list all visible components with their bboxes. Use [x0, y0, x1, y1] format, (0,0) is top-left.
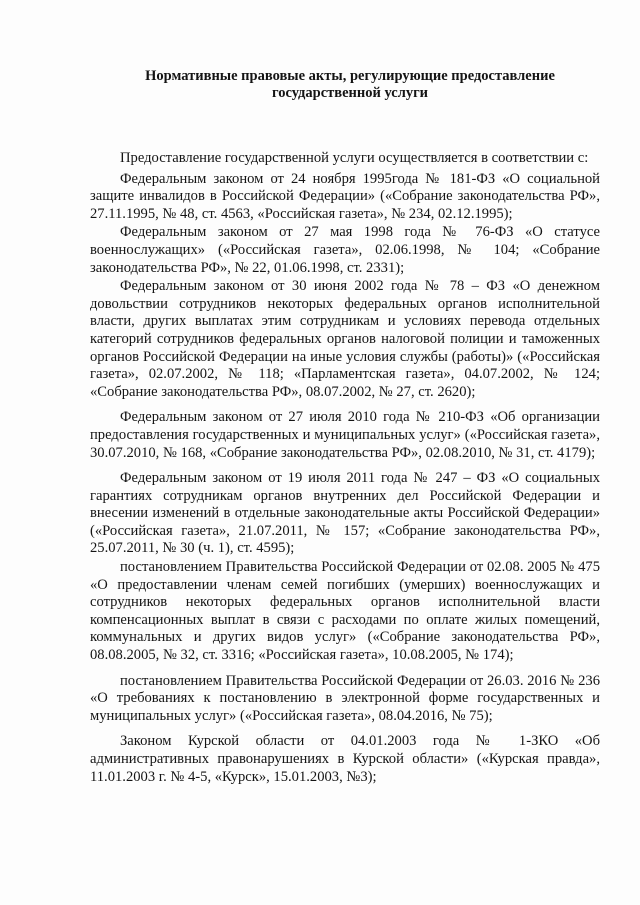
law-paragraph: Законом Курской области от 04.01.2003 года № 1-ЗКО «Об административных правонарушениях в Курской области» («Курская правда», 11.01.2003 г. № 4-5, «Курск», 15.01.2003, №3); [90, 733, 600, 785]
title-line-2: государственной услуги [271, 85, 429, 101]
law-paragraph: Федеральным законом от 30 июня 2002 года № 78 – ФЗ «О денежном довольствии сотрудников некоторых федеральных органов исполнительной власти, других выплатах этим сотрудникам и условиях перевода отдельных категорий сотрудников федеральных органов налоговой полиции и таможенных органов Российской Федерации на иные условия службы (работы)» («Российская газета», 02.07.2002, № 118; «Парламентская газета», 04.07.2002, № 124; «Собрание законодательства РФ», 08.07.2002, № 27, ст. 2620); [90, 278, 600, 400]
law-paragraph: постановлением Правительства Российской Федерации от 26.03. 2016 № 236 «О требованиях к постановлению в электронной форме государственных и муниципальных услуг» («Российская газета», 08.04.2016, № 75); [90, 672, 600, 724]
law-paragraph: Федеральным законом от 19 июля 2011 года № 247 – ФЗ «О социальных гарантиях сотрудникам органов внутренних дел Российской Федерации и внесении изменений в отдельные законодательные акты Российской Федерации» («Российская газета», 21.07.2011, № 157; «Собрание законодательства РФ», 25.07.2011, № 30 (ч. 1), ст. 4595); [90, 470, 600, 557]
document-body [90, 150, 600, 787]
law-paragraph: Федеральным законом от 27 мая 1998 года № 76-ФЗ «О статусе военнослужащих» («Российская газета», 02.06.1998, № 104; «Собрание законодательства РФ», № 22, 01.06.1998, ст. 2331); [90, 224, 600, 276]
title-line-1: Нормативные правовые акты, регулирующие предоставление [145, 68, 555, 84]
law-paragraph: Федеральным законом от 24 ноября 1995года № 181-ФЗ «О социальной защите инвалидов в Российской Федерации» («Собрание законодательства РФ», 27.11.1995, № 48, ст. 4563, «Российская газета», № 234, 02.12.1995); [90, 170, 600, 222]
intro-paragraph: Предоставление государственной услуги осуществляется в соответствии с: [120, 150, 589, 166]
law-paragraph: Федеральным законом от 27 июля 2010 года № 210-ФЗ «Об организации предоставления государственных и муниципальных услуг» («Российская газета», 30.07.2010, № 168, «Собрание законодательства РФ», 02.08.2010, № 31, ст. 4179); [90, 409, 600, 461]
law-paragraph: постановлением Правительства Российской Федерации от 02.08. 2005 № 475 «О предоставлении членам семей погибших (умерших) военнослужащих и сотрудников некоторых федеральных органов исполнительной власти компенсационных выплат в связи с расходами по оплате жилых помещений, коммунальных и других видов услуг» («Собрание законодательства РФ», 08.08.2005, № 32, ст. 3316; «Российская газета», 10.08.2005, № 174); [90, 559, 600, 664]
document-title [90, 68, 610, 102]
